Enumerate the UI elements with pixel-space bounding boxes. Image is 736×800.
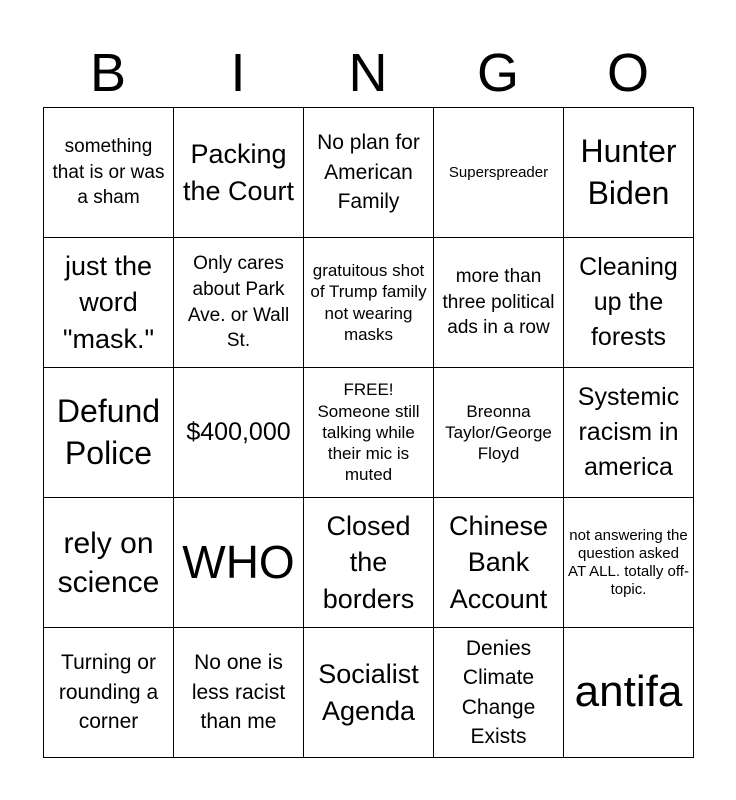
bingo-cell: something that is or was a sham <box>44 108 174 238</box>
bingo-cell: gratuitous shot of Trump family not wearing masks <box>304 238 434 368</box>
bingo-cell: Socialist Agenda <box>304 628 434 758</box>
header-letter-g: G <box>476 43 519 103</box>
bingo-header <box>43 38 693 108</box>
bingo-cell: just the word "mask." <box>44 238 174 368</box>
bingo-grid <box>43 107 694 758</box>
header-letter-n: N <box>348 43 388 103</box>
bingo-cell: Closed the borders <box>304 498 434 628</box>
bingo-cell: Chinese Bank Account <box>434 498 564 628</box>
bingo-cell: No one is less racist than me <box>174 628 304 758</box>
bingo-cell: No plan for American Family <box>304 108 434 238</box>
bingo-cell: more than three political ads in a row <box>434 238 564 368</box>
header-letter-o: O <box>606 43 649 103</box>
bingo-cell: Only cares about Park Ave. or Wall St. <box>174 238 304 368</box>
header-letter-b: B <box>89 43 127 103</box>
bingo-cell: $400,000 <box>174 368 304 498</box>
bingo-cell free-space: FREE! Someone still talking while their mic is muted <box>304 368 434 498</box>
bingo-cell: Systemic racism in america <box>564 368 694 498</box>
bingo-cell: Superspreader <box>434 108 564 238</box>
bingo-cell: Hunter Biden <box>564 108 694 238</box>
bingo-cell: Turning or rounding a corner <box>44 628 174 758</box>
header-letter-i: I <box>230 43 246 103</box>
bingo-cell: Denies Climate Change Exists <box>434 628 564 758</box>
bingo-cell: rely on science <box>44 498 174 628</box>
bingo-cell: Breonna Taylor/George Floyd <box>434 368 564 498</box>
bingo-cell: not answering the question asked AT ALL. totally off-topic. <box>564 498 694 628</box>
bingo-cell: Cleaning up the forests <box>564 238 694 368</box>
bingo-cell: Defund Police <box>44 368 174 498</box>
bingo-cell: antifa <box>564 628 694 758</box>
bingo-cell: WHO <box>174 498 304 628</box>
bingo-cell: Packing the Court <box>174 108 304 238</box>
